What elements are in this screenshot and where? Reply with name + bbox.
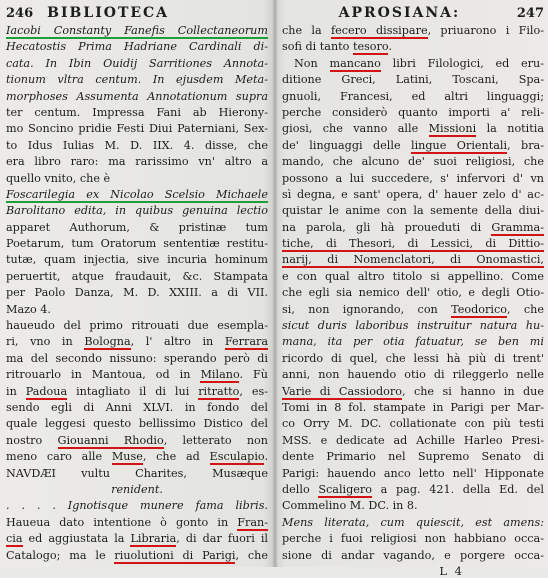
red-underline: riuolutioni di Parigi [114,548,236,562]
left-text-line: Catalogo; ma le riuolutioni di Parigi, che [6,548,268,562]
right-text-line: possono a lui succedere, s' infervori d' vn [282,171,544,185]
right-text-line: dente Primario nel Supremo Senato di [282,450,544,464]
right-text-line [282,236,544,252]
left-page [6,4,268,564]
right-text-line: giosi, che vanno alle Missioni la notitia [282,122,545,136]
right-text-line: quistar le anime con la semente della diui- [282,204,544,218]
left-text-line: meno caro alle Muse, che ad Esculapio. [6,450,268,464]
right-text-line [282,252,544,268]
red-underline: Gramma- [491,220,544,234]
left-text-line: per Paolo Danza, M. D. XXIII. a di VII. [6,286,268,300]
right-text-line: Non mancano libri Filologici, ed eru- [294,56,544,70]
red-underline: lingue Orientali [411,138,508,152]
red-underline: Muse [111,450,143,464]
left-text-line: nostro Giouanni Rhodio, letterato non [6,433,268,447]
red-underline: tiche, di Thesori, di Lessici, di Dittio- [282,237,544,251]
left-text-line: renident. [111,482,163,496]
left-text-line: in Padoua intagliato il di lui ritratto, es- [6,384,268,398]
right-text-line: sofi di tanto tesoro. [282,40,392,54]
red-underline: mancano [329,56,381,70]
left-text-line [6,187,268,203]
left-text-line: to Idus Iulias M. D. IIX. 4. disse, che [6,138,268,152]
right-text-line: sicut duris laboribus instruitur natura hu- [282,319,544,333]
right-text-line: Tomi in 8 fol. stampate in Parigi per Mar- [282,400,544,414]
right-text-line: dello Scaligero a pag. 421. della Ed. del [282,482,544,496]
right-text-line: de' linguaggi delle lingue Orientali, bra- [282,138,544,152]
green-underline: Foscarilegia ex Nicolao Scelsio Michaele [6,187,268,201]
red-underline: Giouanni Rhodio [57,433,164,447]
right-text-line: perche i fuoi religiosi non habbiano occa- [282,532,544,546]
right-text-line: Commelino M. DC. in 8. [282,499,418,513]
left-text-line: ter centum. Impressa Fani ab Hierony- [6,105,268,119]
left-page-text [6,23,268,564]
signature-mark: L 4 [439,563,464,578]
right-text-line: Parigi: hauendo anco letto nell' Hipponate [282,466,544,480]
red-underline: Milano [200,368,240,382]
red-underline: Bologna [84,335,131,349]
left-text-line: sendo egli di Anni XLVI. in fondo del [6,400,268,414]
left-text-line: era libro raro: ma rarissimo vn' altro a [6,155,268,169]
right-text-line: sione di andar vagando, e porgere occa- [282,548,544,562]
red-underline: Fran- [237,515,268,529]
right-page-number: 247 [516,6,544,21]
right-page-text [282,23,544,564]
right-page [282,4,545,578]
left-text-line: quello vnito, che è [6,171,111,185]
right-text-line: perche considerò quanto importi a' reli- [282,105,544,119]
right-text-line: sì degna, e sant' opera, d' hauer zelo d' ac- [282,187,544,201]
right-text-line: si, non ignorando, con Teodorico, che [282,302,544,316]
left-page-number: 246 [6,6,34,21]
left-page-header [6,4,268,22]
left-text-line: tutæ, quam injectia, sive incuria hominum [6,253,268,267]
left-text-line: tionum vltra centum. In ejusdem Meta- [6,73,268,87]
red-underline: ritratto [198,384,240,398]
red-underline: Scaligero [318,482,372,496]
red-underline: Teodorico [451,302,507,316]
red-underline: Libraria [130,532,177,546]
red-underline: tesoro [352,40,389,54]
red-underline: Padoua [25,384,68,398]
left-text-line: apparet Authorum, & pristinæ tum [6,220,268,234]
right-text-line: Mens literata, cum quiescit, est amens: [282,515,544,529]
right-text-line: ditione Greci, Latini, Toscani, Spa- [282,73,544,87]
left-text-line: quale leggesi questo bellissimo Distico del [6,417,268,431]
red-underline: cia [6,532,23,546]
right-text-line: che egli sia nemico dell' otio, e degli Otio- [282,286,544,300]
red-underline: Missioni [428,122,477,136]
red-underline: Esculapio [209,450,265,464]
left-text-line: . . . . Ignotisque munere fama libris. [6,499,268,513]
left-text-line: cia ed aggiustata la Libraria, di dar fuori il [6,532,268,546]
left-text-line: Hecatostis Prima Hadriane Cardinali di- [6,40,268,54]
right-page-header [282,4,544,22]
left-text-line: Poetarum, tum Oratorum sententiæ restitu- [6,237,268,251]
left-text-line: Barolitano edita, in quibus genuina lectio [6,204,268,218]
right-text-line: ricordo di quel, che lessi hà più di trent' [282,351,544,365]
left-text-line: ritrouarlo in Mantoua, od in Milano. Fù [6,368,268,382]
left-text-line: Haueua dato intentione ò gonto in Fran- [6,515,268,529]
red-underline: Ferrara [224,335,269,349]
left-text-line: NAVDÆI vultu Charites, Musæque [6,466,268,480]
red-underline: narij, di Nomenclatori, di Onomastici, [282,253,544,267]
green-underline: Iacobi Constanty Fanefis Collectaneorum [6,24,268,37]
book-gutter [272,0,278,567]
red-underline: fecero dissipare [330,24,428,37]
left-text-line: cata. In Ibin Ouidij Sarritiones Annota- [6,56,268,70]
right-running-head: APROSIANA: [338,5,461,21]
right-text-line: co Orry M. DC. collationate con più testi [282,417,544,431]
right-text-line: che la fecero dissipare, priuarono i Filo- [282,24,544,37]
left-text-line: morphoses Assumenta Annotationum supra [6,89,268,103]
right-text-line: MSS. e dedicate ad Achille Harleo Presi- [282,433,544,447]
right-text-line: mana, ita per otia fatuatur, se ben mi [282,335,544,349]
left-text-line: mo Soncino pridie Festi Diui Paterniani, Sex- [6,122,268,136]
right-text-line: gnuoli, Francesi, ed altri linguaggi; [282,89,544,103]
left-text-line: Mazo 4. [6,302,51,316]
right-text-line: Varie di Cassiodoro, che si hanno in due [282,384,544,398]
left-text-line: haueudo del primo ritrouati due esempla- [6,319,268,333]
right-text-line: na parola, gli hà proueduti di Gramma- [282,220,544,234]
right-text-line: anni, non hauendo otio di rileggerlo nelle [282,368,544,382]
red-underline: Varie di Cassiodoro [282,384,402,398]
right-text-line: mando, che alcuno de' suoi religiosi, che [282,155,544,169]
left-text-line: ma del secondo nissuno: sperando però di [6,351,268,365]
left-text-line: peruertit, atque fraudauit, &c. Stampata [6,269,268,283]
left-running-head: BIBLIOTECA [47,5,170,21]
left-text-line [6,23,268,39]
right-text-line: e con qual altro titolo si appellino. Come [282,269,544,283]
left-text-line: ri, vno in Bologna, l' altro in Ferrara [6,335,269,349]
